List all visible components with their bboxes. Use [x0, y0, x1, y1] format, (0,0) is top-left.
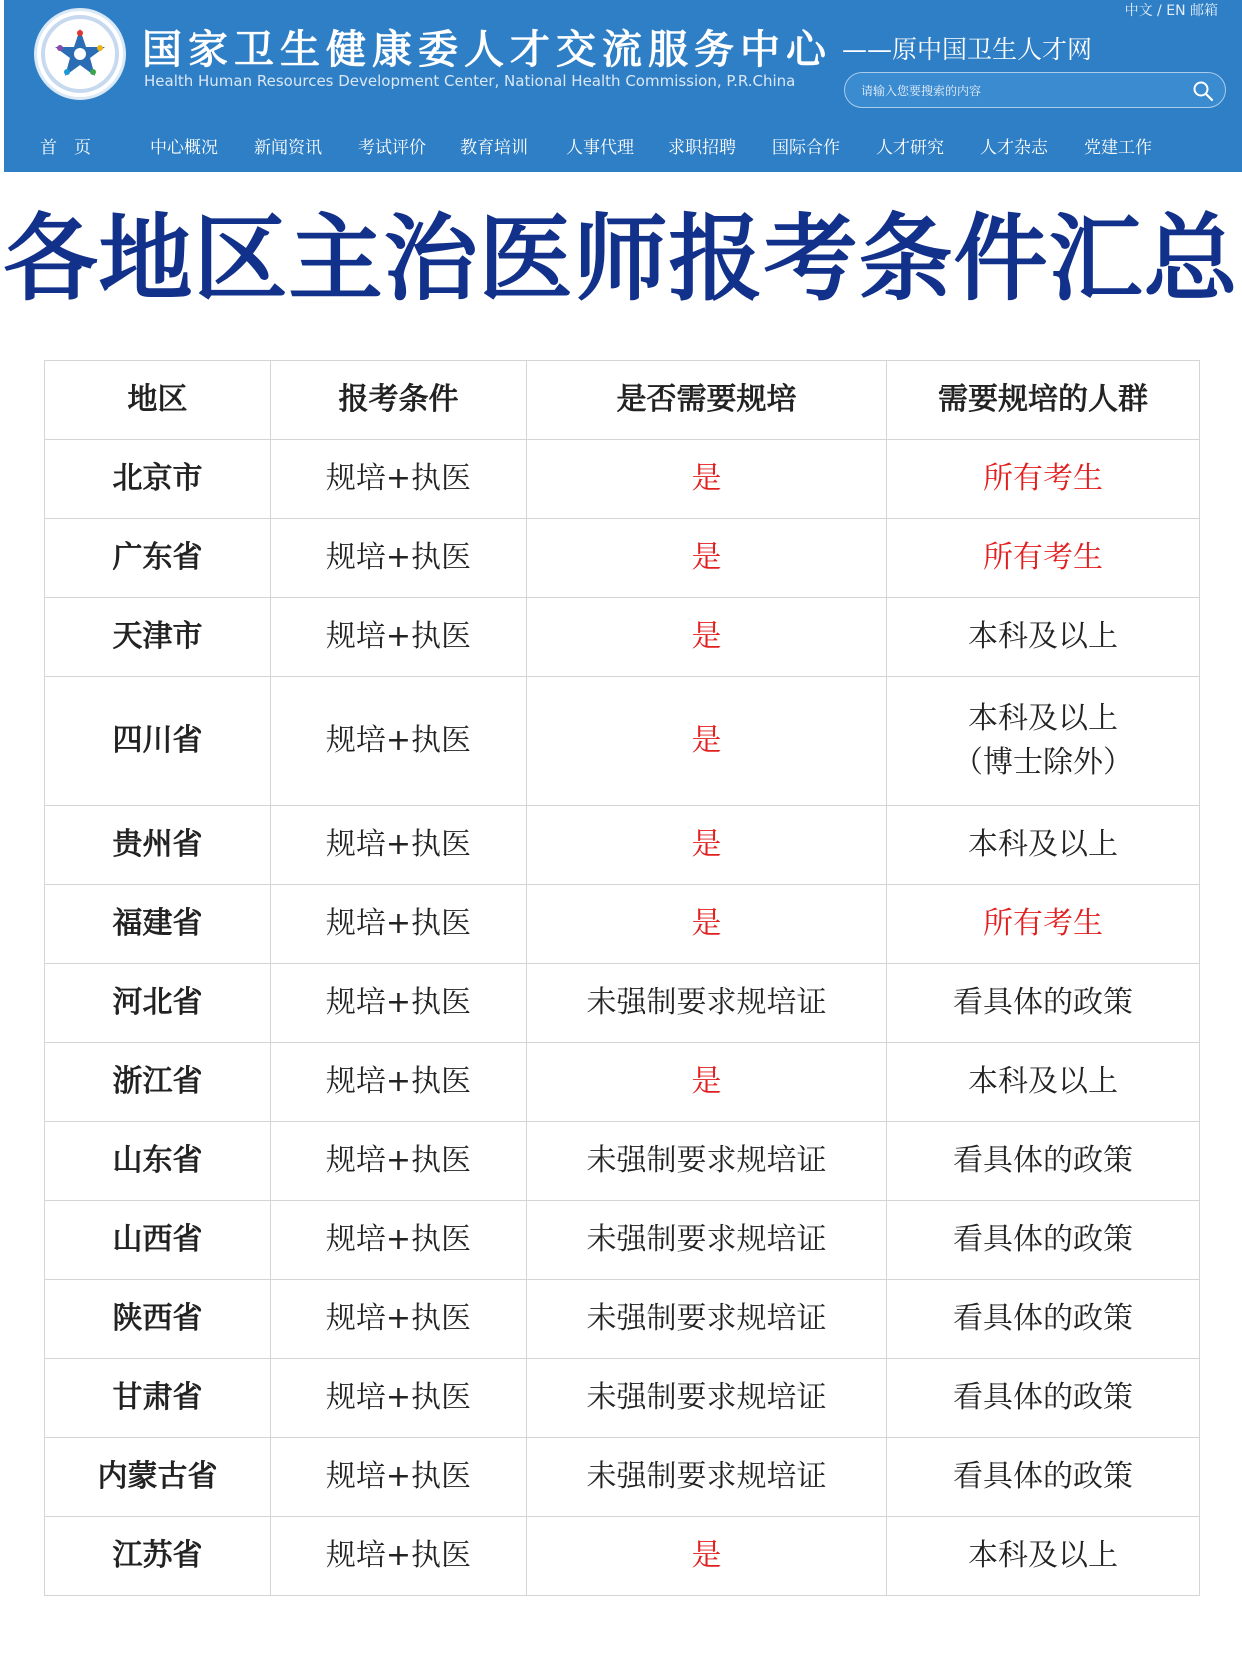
cell-required: 是	[527, 1043, 887, 1122]
table-row	[45, 519, 1200, 598]
cell-condition: 规培+执医	[271, 598, 527, 677]
cell-group: 所有考生	[887, 519, 1200, 598]
cell-region: 福建省	[45, 885, 271, 964]
cell-condition: 规培+执医	[271, 677, 527, 806]
table-row	[45, 440, 1200, 519]
nav-item[interactable]: 人才研究	[876, 137, 944, 158]
search-box	[844, 72, 1226, 108]
cell-required: 未强制要求规培证	[527, 1201, 887, 1280]
cell-condition: 规培+执医	[271, 1122, 527, 1201]
table-row	[45, 1359, 1200, 1438]
cell-required: 是	[527, 598, 887, 677]
cell-condition: 规培+执医	[271, 806, 527, 885]
cell-region: 北京市	[45, 440, 271, 519]
nav-item[interactable]: 首 页	[40, 137, 91, 158]
cell-region: 天津市	[45, 598, 271, 677]
cell-condition: 规培+执医	[271, 1359, 527, 1438]
cell-region: 贵州省	[45, 806, 271, 885]
cell-region: 内蒙古省	[45, 1438, 271, 1517]
table-row	[45, 885, 1200, 964]
cell-condition: 规培+执医	[271, 964, 527, 1043]
site-english-subtitle: Health Human Resources Development Center, National Health Commission, P.R.China	[144, 72, 796, 90]
cell-region: 山东省	[45, 1122, 271, 1201]
table-header-row	[45, 361, 1200, 440]
header-region: 地区	[45, 361, 271, 440]
main-nav	[8, 120, 1242, 170]
cell-group: 本科及以上	[887, 806, 1200, 885]
page-title: 各地区主治医师报考条件汇总	[3, 205, 1239, 314]
language-mail-links[interactable]: 中文 / EN 邮箱	[1124, 3, 1218, 19]
cell-condition: 规培+执医	[271, 1280, 527, 1359]
cell-group-main: 本科及以上	[968, 701, 1118, 736]
cell-condition: 规培+执医	[271, 1517, 527, 1596]
site-title: 国家卫生健康委人才交流服务中心	[142, 27, 832, 73]
cell-group: 看具体的政策	[887, 1122, 1200, 1201]
cell-required: 未强制要求规培证	[527, 1280, 887, 1359]
nav-item[interactable]: 人事代理	[566, 137, 634, 158]
cell-region: 浙江省	[45, 1043, 271, 1122]
cell-group: 看具体的政策	[887, 1359, 1200, 1438]
cell-required: 是	[527, 1517, 887, 1596]
site-header	[4, 0, 1242, 172]
nav-item[interactable]: 考试评价	[358, 137, 426, 158]
cell-region: 山西省	[45, 1201, 271, 1280]
table-row	[45, 1201, 1200, 1280]
site-logo[interactable]	[34, 8, 126, 100]
cell-required: 是	[527, 519, 887, 598]
cell-region: 陕西省	[45, 1280, 271, 1359]
cell-required: 是	[527, 806, 887, 885]
cell-required: 是	[527, 885, 887, 964]
header-condition: 报考条件	[271, 361, 527, 440]
cell-required: 未强制要求规培证	[527, 1438, 887, 1517]
table-row	[45, 1438, 1200, 1517]
cell-required: 是	[527, 677, 887, 806]
cell-condition: 规培+执医	[271, 1438, 527, 1517]
table-row	[45, 964, 1200, 1043]
cell-condition: 规培+执医	[271, 885, 527, 964]
nav-item[interactable]: 求职招聘	[668, 137, 736, 158]
nav-item[interactable]: 国际合作	[772, 137, 840, 158]
cell-group: 本科及以上	[887, 1043, 1200, 1122]
cell-group: 看具体的政策	[887, 1438, 1200, 1517]
header-required: 是否需要规培	[527, 361, 887, 440]
search-icon[interactable]	[1191, 79, 1215, 103]
table-row	[45, 1517, 1200, 1596]
cell-group-note: （博士除外）	[953, 745, 1133, 780]
nav-item[interactable]: 人才杂志	[980, 137, 1048, 158]
table-row	[45, 1043, 1200, 1122]
nav-item[interactable]: 教育培训	[460, 137, 528, 158]
cell-group: 看具体的政策	[887, 1280, 1200, 1359]
table-row	[45, 677, 1200, 806]
cell-group: 看具体的政策	[887, 1201, 1200, 1280]
cell-region: 甘肃省	[45, 1359, 271, 1438]
cell-condition: 规培+执医	[271, 440, 527, 519]
nav-item[interactable]: 中心概况	[150, 137, 218, 158]
cell-required: 是	[527, 440, 887, 519]
cell-group: 所有考生	[887, 885, 1200, 964]
cell-required: 未强制要求规培证	[527, 964, 887, 1043]
cell-required: 未强制要求规培证	[527, 1122, 887, 1201]
cell-group: 所有考生	[887, 440, 1200, 519]
cell-region: 四川省	[45, 677, 271, 806]
cell-required: 未强制要求规培证	[527, 1359, 887, 1438]
cell-group: 本科及以上	[887, 598, 1200, 677]
cell-region: 河北省	[45, 964, 271, 1043]
nav-item[interactable]: 新闻资讯	[254, 137, 322, 158]
conditions-table	[44, 360, 1200, 1596]
header-group: 需要规培的人群	[887, 361, 1200, 440]
site-slogan: ——原中国卫生人才网	[842, 35, 1093, 64]
cell-group: 看具体的政策	[887, 964, 1200, 1043]
search-input[interactable]	[859, 79, 1183, 103]
cell-region: 江苏省	[45, 1517, 271, 1596]
table-row	[45, 1122, 1200, 1201]
cell-condition: 规培+执医	[271, 519, 527, 598]
cell-region: 广东省	[45, 519, 271, 598]
star-emblem-icon	[37, 11, 123, 97]
cell-condition: 规培+执医	[271, 1043, 527, 1122]
cell-group: 本科及以上	[887, 1517, 1200, 1596]
table-row	[45, 598, 1200, 677]
table-row	[45, 1280, 1200, 1359]
cell-condition: 规培+执医	[271, 1201, 527, 1280]
nav-item[interactable]: 党建工作	[1084, 137, 1152, 158]
cell-group	[887, 677, 1200, 806]
table-row	[45, 806, 1200, 885]
